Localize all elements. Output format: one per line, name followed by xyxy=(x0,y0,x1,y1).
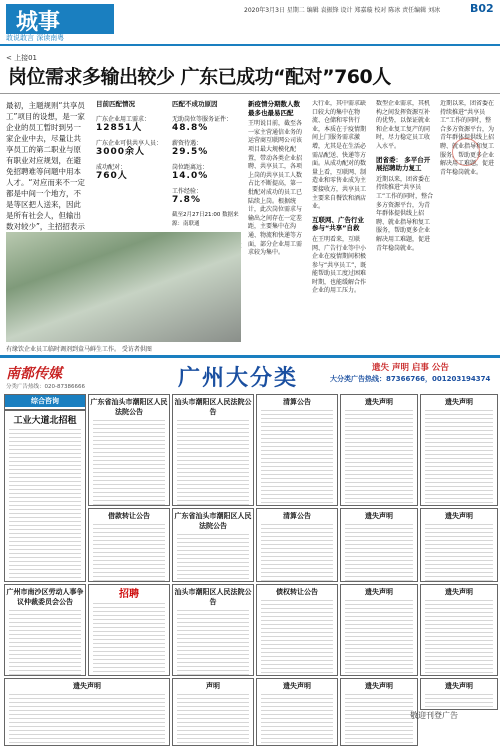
header-rule xyxy=(0,44,500,46)
column-subheading: 新疫情分期数人数最多也最易匹配 xyxy=(248,100,300,117)
data-source-note: 截至2月27日21:00 数据来源：南联通 xyxy=(172,212,239,227)
headline-rule xyxy=(0,93,500,94)
classified-title: 广州大分类 xyxy=(178,365,299,391)
ad-block: 遗失声明 xyxy=(4,678,170,746)
ad-block: 广东省汕头市潮阳区人民法院公告 xyxy=(88,394,170,506)
classified-phone: 大分类广告热线：87366766，001203194374 xyxy=(330,375,491,383)
article-photo xyxy=(6,232,241,342)
ad-block: 综合咨询 xyxy=(4,394,86,410)
classified-categories: 遗失 声明 启事 公告 xyxy=(372,363,449,373)
photo-caption: 有缘饮企业员工临时调剂到盒马鲜生工作。 受访者供图 xyxy=(6,346,152,353)
ad-block: 遗失声明 xyxy=(256,678,338,746)
stats-box-matching xyxy=(96,100,166,187)
ad-block: 清算公告 xyxy=(256,394,338,506)
ad-block: 声明 xyxy=(172,678,254,746)
ad-block: 清算公告 xyxy=(256,508,338,582)
ad-block: 遗失声明 xyxy=(340,508,418,582)
ad-block: 汕头市潮阳区人民法院公告 xyxy=(172,584,254,676)
ad-block: 招聘 xyxy=(88,584,170,676)
stat-item: 广东企业可供共享人员： 3000余人 xyxy=(96,140,163,157)
media-logo: 南都传媒 xyxy=(6,366,62,382)
stat-item: 无助岗位等服务证件： 48.8% xyxy=(172,116,233,133)
ad-block: 遗失声明 xyxy=(420,394,498,506)
ad-hotline: 分类广告热线：020-87386666 xyxy=(6,384,85,390)
ad-block: 广东省汕头市潮阳区人民法院公告 xyxy=(172,508,254,582)
ad-block: 遗失声明 xyxy=(420,508,498,582)
lead-paragraph: 最初，主题规则“共享员工”项目的设想，是一家企业的员工暂时到另一家企业中去，尽量让共享员工的第二职业与原有职业对应规划，在避免招聘难等问题中用本人才。“对应而来不一定都是中间一个地方，不是等区把人送来，因此是所有社会人，但输出数对较少”，主招招表示 xyxy=(6,101,85,231)
stat-item: 薪资待遇： 29.5% xyxy=(172,140,209,157)
ad-block: 债权转让公告 xyxy=(256,584,338,676)
article-column-3 xyxy=(248,100,306,350)
article-column-4 xyxy=(312,100,370,350)
column-subheading: 团省委： 多平台开展招聘助力复工 xyxy=(376,155,431,173)
issue-meta: 2020年3月3日 星期二 编辑 袁振锋 设计 郑嘉璇 校对 陈冰 责任编辑 刘冰 xyxy=(244,7,441,14)
section-masthead xyxy=(6,4,114,34)
section-title: 城事 xyxy=(16,9,61,35)
article-column-5 xyxy=(376,100,434,350)
column-body: 大行业，其中需求缺口较大的集中在物流、仓储和零售行业，本质在于疫情期间上门服务需求激增，尤其是在生活必需品配送、快递等方面。从成功配对的数量上看，互联网、制造业和零售业成为主要接收方，共享员工主要来自餐饮和酒店业。 xyxy=(312,100,367,211)
section-subtitle: 敢说敢言 深读南粤 xyxy=(6,34,65,42)
continued-tag: < 上接01 xyxy=(6,54,37,62)
ad-block: 遗失声明 xyxy=(340,584,418,676)
ad-block: 工业大道北招租 xyxy=(4,410,86,582)
stat-item: 广东企业用工需求： 12851人 xyxy=(96,116,151,133)
ad-block: 借款转让公告 xyxy=(88,508,170,582)
stamp-mark xyxy=(452,138,480,166)
stat-item: 成功配对： 760人 xyxy=(96,164,128,181)
ad-block: 遗失声明 xyxy=(420,584,498,676)
stats-box-title: 匹配不成功原因 xyxy=(172,100,218,108)
column-body: 数型企业需求，其机构之间发挥资源互补的优势，以保证就业和企业复工复产的同时，尽力稳定员工收入水平。 xyxy=(376,100,431,150)
stat-item: 工作经验： 7.8% xyxy=(172,188,203,205)
stats-box-title: 目前匹配情况 xyxy=(96,100,135,108)
column-body: 近期以来，团省委在持续推进“共享员工”工作的同时，整合多方资源平台，为青年群体提供线上招聘、就业指导和复工服务，帮助更多企业解决用工难题，促进青年稳岗就业。 xyxy=(440,100,494,176)
page-header xyxy=(0,0,500,46)
classified-footer: 敬迎刊登广告 xyxy=(410,711,458,720)
ad-block: 遗失声明 xyxy=(340,394,418,506)
column-body: 近期以来，团省委在持续推进“共享员工”工作的同时，整合多方资源平台，为青年群体提供线上招聘、就业指导和复工服务，帮助更多企业解决用工难题，促进青年稳岗就业。 xyxy=(376,175,434,252)
page-number: B02 xyxy=(470,2,494,15)
ad-block: 汕头市潮阳区人民法院公告 xyxy=(172,394,254,506)
stat-item: 岗位距离远： 14.0% xyxy=(172,164,209,181)
column-body: 在王明看来，互联网、广告行业等中小企业在疫情期间积极参与“共享员工”，既能帮助员工度过困难时期，也能缓解合作企业的用工压力。 xyxy=(312,235,367,295)
ad-block: 遗失声明 xyxy=(420,678,498,710)
ad-block: 遗失声明 xyxy=(340,678,418,746)
column-body: 王明说目前，截至各一家主营通信业务的运营商互联网公司该项目最大规模化配置，带动各类企业招聘、共享员工，各项上岗的共享员工人数占比不断提高，第一批配对成功的员工已陆续上岗。根据统计，此次岗位需求与输出之间存在一定差距，主要集中在沟通、物流和快递等方面，部分企业用工需求较为集中。 xyxy=(248,120,303,257)
article-headline: 岗位需求多输出较少 广东已成功“配对”760人 xyxy=(8,66,391,88)
classified-ads-grid xyxy=(4,394,496,746)
section-divider xyxy=(0,355,500,358)
column-subheading: 互联网、广告行业 参与“共享”自救 xyxy=(312,215,364,233)
ad-block: 广州市南沙区劳动人事争议仲裁委员会公告 xyxy=(4,584,86,676)
